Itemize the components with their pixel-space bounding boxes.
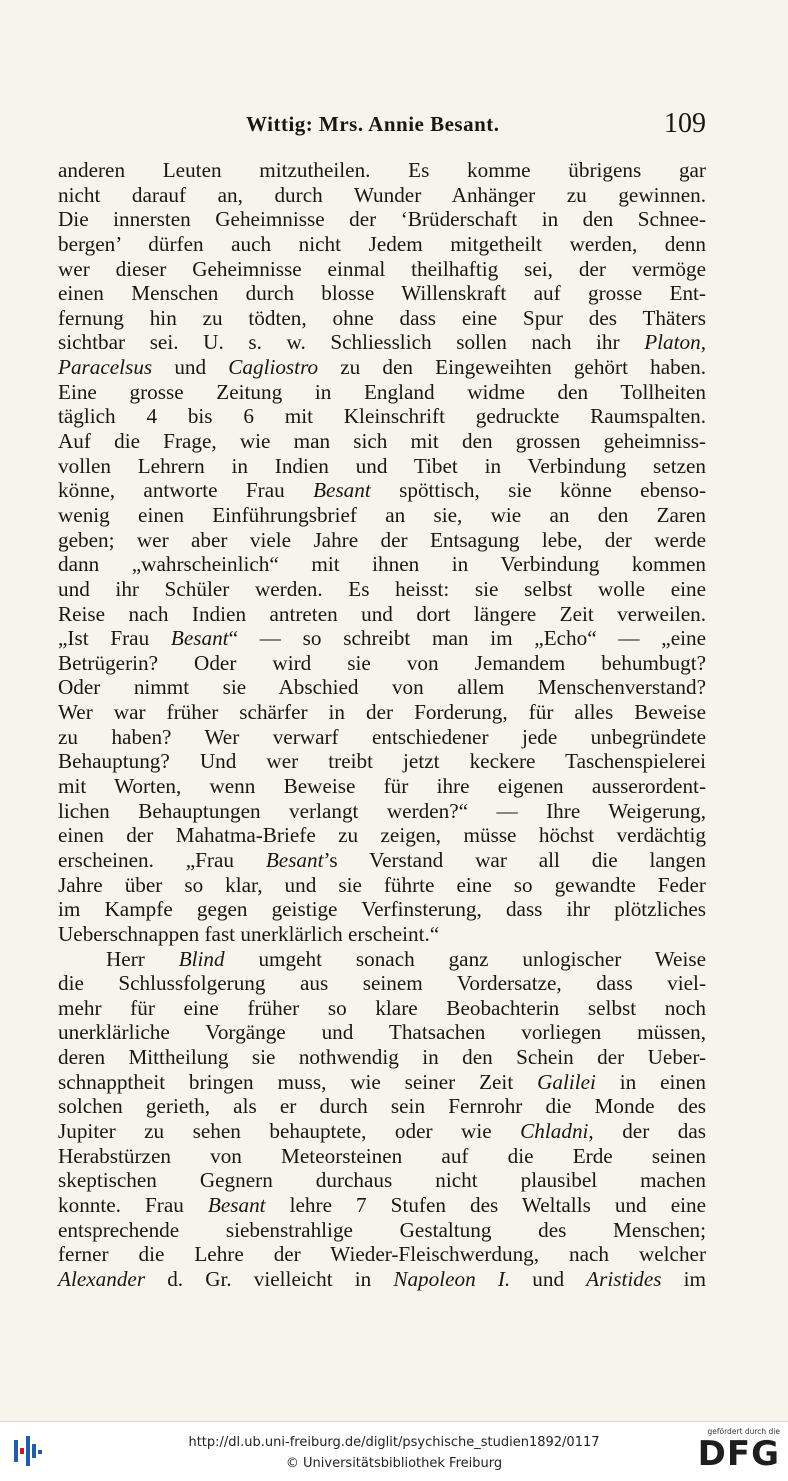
text-segment: im Kampfe gegen geistige Verfinsterung, dass ihr plötzliches [58, 897, 706, 922]
text-segment: und [510, 1266, 587, 1291]
text-line [58, 1218, 706, 1243]
text-line [58, 1144, 706, 1169]
text-line [58, 528, 706, 553]
text-line [58, 158, 706, 183]
copyright-notice: © Universitätsbibliothek Freiburg [285, 1456, 503, 1471]
text-segment: Betrügerin? Oder wird sie von Jemandem behumbugt? [58, 650, 706, 675]
text-segment: einen der Mahatma-Briefe zu zeigen, müsse höchst verdächtig [58, 823, 706, 848]
text-segment: die Schlussfolgerung aus seinem Vordersatze, dass viel- [58, 971, 706, 996]
text-line [58, 330, 706, 355]
dfg-logo-icon: DFG [697, 1434, 780, 1474]
text-line [58, 1070, 706, 1095]
text-line [58, 971, 706, 996]
text-line [58, 552, 706, 577]
italic-name: Besant [313, 478, 371, 503]
text-line [58, 774, 706, 799]
text-segment: könne, antworte Frau [58, 478, 314, 503]
italic-name: Napoleon I. [393, 1266, 511, 1291]
text-segment: spöttisch, sie könne ebenso- [370, 478, 706, 503]
italic-name: Besant [170, 626, 229, 651]
text-segment: deren Mittheilung sie nothwendig in den Schein der Ueber- [58, 1045, 706, 1070]
viewer-footer [0, 1421, 788, 1481]
text-line [58, 651, 706, 676]
text-line [58, 380, 706, 405]
text-segment: solchen gerieth, als er durch sein Fernrohr die Monde des [58, 1094, 706, 1119]
text-segment: Ueberschnappen fast unerklärlich erscheint.“ [58, 921, 440, 946]
page-number: 109 [664, 108, 706, 139]
text-segment: mehr für eine früher so klare Beobachterin selbst noch [58, 995, 706, 1020]
body-text [58, 158, 706, 1291]
text-segment: unerklärliche Vorgänge und Thatsachen vorliegen müssen, [58, 1020, 706, 1045]
text-segment: Eine grosse Zeitung in England widme den Tollheiten [58, 379, 706, 404]
text-line [58, 1119, 706, 1144]
text-line [58, 257, 706, 282]
text-line [58, 799, 706, 824]
text-line [58, 232, 706, 257]
source-url-link[interactable]: http://dl.ub.uni-freiburg.de/diglit/psychische_studien1892/0117 [188, 1435, 600, 1450]
text-segment: und ihr Schüler werden. Es heisst: sie selbst wolle eine [58, 576, 706, 601]
text-segment: Jupiter zu sehen behauptete, oder wie [58, 1118, 521, 1143]
italic-name: Aristides [586, 1266, 662, 1291]
text-line [58, 725, 706, 750]
text-segment: lichen Behauptungen verlangt werden?“ — Ihre Weigerung, [58, 798, 706, 823]
text-line [58, 873, 706, 898]
italic-name: Besant [207, 1192, 266, 1217]
text-line [58, 1267, 706, 1292]
text-segment: Herabstürzen von Meteorsteinen auf die Erde seinen [58, 1143, 706, 1168]
text-segment: dann „wahrscheinlich“ mit ihnen in Verbindung kommen [58, 552, 706, 577]
text-segment: bergen’ dürfen auch nicht Jedem mitgetheilt werden, denn [58, 231, 706, 256]
text-segment: erscheinen. „Frau [58, 847, 266, 872]
page-header [58, 108, 706, 144]
text-segment: geben; wer aber viele Jahre der Entsagung lebe, der werde [58, 527, 706, 552]
text-segment: anderen Leuten mitzutheilen. Es komme übrigens gar [58, 158, 706, 182]
text-line [58, 183, 706, 208]
italic-name: Chladni [520, 1118, 589, 1143]
text-line [58, 429, 706, 454]
text-segment: vollen Lehrern in Indien und Tibet in Verbindung setzen [58, 453, 706, 478]
text-line [58, 626, 706, 651]
text-line [58, 454, 706, 479]
text-line [58, 478, 706, 503]
text-segment: nicht darauf an, durch Wunder Anhänger zu gewinnen. [58, 182, 706, 207]
text-segment: “ — so schreibt man im „Echo“ — „eine [228, 626, 706, 651]
text-segment: umgeht sonach ganz unlogischer Weise [224, 946, 706, 971]
text-segment: Wer war früher schärfer in der Forderung, für alles Beweise [58, 700, 706, 725]
text-segment: in einen [595, 1069, 706, 1094]
text-line [58, 947, 706, 972]
funder-caption: gefördert durch die [707, 1427, 780, 1436]
text-line [58, 700, 706, 725]
text-segment: sichtbar sei. U. s. w. Schliesslich sollen nach ihr [58, 330, 645, 355]
text-segment: täglich 4 bis 6 mit Kleinschrift gedruckte Raumspalten. [58, 404, 706, 429]
text-segment: Herr [106, 946, 179, 971]
funder-logo [696, 1427, 780, 1477]
text-line [58, 355, 706, 380]
text-line [58, 823, 706, 848]
text-segment: zu den Eingeweihten gehört haben. [318, 355, 706, 380]
text-line [58, 577, 706, 602]
text-line [58, 503, 706, 528]
italic-name: Cagliostro [228, 355, 319, 380]
text-segment: Behauptung? Und wer treibt jetzt keckere Taschenspielerei [58, 749, 706, 774]
text-segment: wenig einen Einführungsbrief an sie, wie an den Zaren [58, 502, 706, 527]
text-line [58, 675, 706, 700]
text-segment: , der das [588, 1118, 706, 1143]
running-head: Wittig: Mrs. Annie Besant. [246, 112, 500, 136]
text-segment: schnapptheit bringen muss, wie seiner Zeit [58, 1069, 538, 1094]
text-segment: d. Gr. vielleicht in [145, 1266, 394, 1291]
text-line [58, 306, 706, 331]
text-line [58, 207, 706, 232]
text-line [58, 1242, 706, 1267]
text-line [58, 1045, 706, 1070]
text-line [58, 602, 706, 627]
text-segment: Auf die Frage, wie man sich mit den grossen geheimniss- [58, 429, 706, 454]
text-segment: Reise nach Indien antreten und dort längere Zeit verweilen. [58, 601, 706, 626]
italic-name: Besant [265, 847, 324, 872]
text-line [58, 922, 706, 947]
text-line [58, 1193, 706, 1218]
text-segment: wer dieser Geheimnisse einmal theilhaftig sei, der vermöge [58, 256, 706, 281]
text-segment: und [152, 355, 229, 380]
text-segment: „Ist Frau [58, 626, 171, 651]
text-segment: konnte. Frau [58, 1192, 208, 1217]
text-line [58, 281, 706, 306]
text-segment: lehre 7 Stufen des Weltalls und eine [265, 1192, 706, 1217]
italic-name: Platon, [644, 330, 706, 355]
text-line [58, 404, 706, 429]
text-segment: entsprechende siebenstrahlige Gestaltung des Menschen; [58, 1217, 706, 1242]
text-segment: ferner die Lehre der Wieder-Fleischwerdung, nach welcher [58, 1242, 706, 1267]
italic-name: Galilei [537, 1069, 596, 1094]
italic-name: Alexander [58, 1266, 146, 1291]
text-line [58, 1168, 706, 1193]
text-segment: im [661, 1266, 706, 1291]
text-segment: Die innersten Geheimnisse der ‘Brüderschaft in den Schnee- [58, 207, 706, 232]
text-line [58, 1020, 706, 1045]
text-line [58, 848, 706, 873]
italic-name: Paracelsus [58, 355, 153, 380]
text-segment: skeptischen Gegnern durchaus nicht plausibel machen [58, 1168, 706, 1193]
text-segment: fernung hin zu tödten, ohne dass eine Spur des Thäters [58, 305, 706, 330]
text-segment: Jahre über so klar, und sie führte eine so gewandte Feder [58, 872, 706, 897]
text-segment: ’s Verstand war all die langen [323, 847, 706, 872]
text-line [58, 749, 706, 774]
text-line [58, 897, 706, 922]
text-line [58, 996, 706, 1021]
text-line [58, 1094, 706, 1119]
text-segment: zu haben? Wer verwarf entschiedener jede unbegründete [58, 724, 706, 749]
text-segment: Oder nimmt sie Abschied von allem Menschenverstand? [58, 675, 706, 700]
text-segment: mit Worten, wenn Beweise für ihre eigenen ausserordent- [58, 774, 706, 799]
text-segment: einen Menschen durch blosse Willenskraft auf grosse Ent- [58, 281, 706, 306]
italic-name: Blind [178, 946, 225, 971]
